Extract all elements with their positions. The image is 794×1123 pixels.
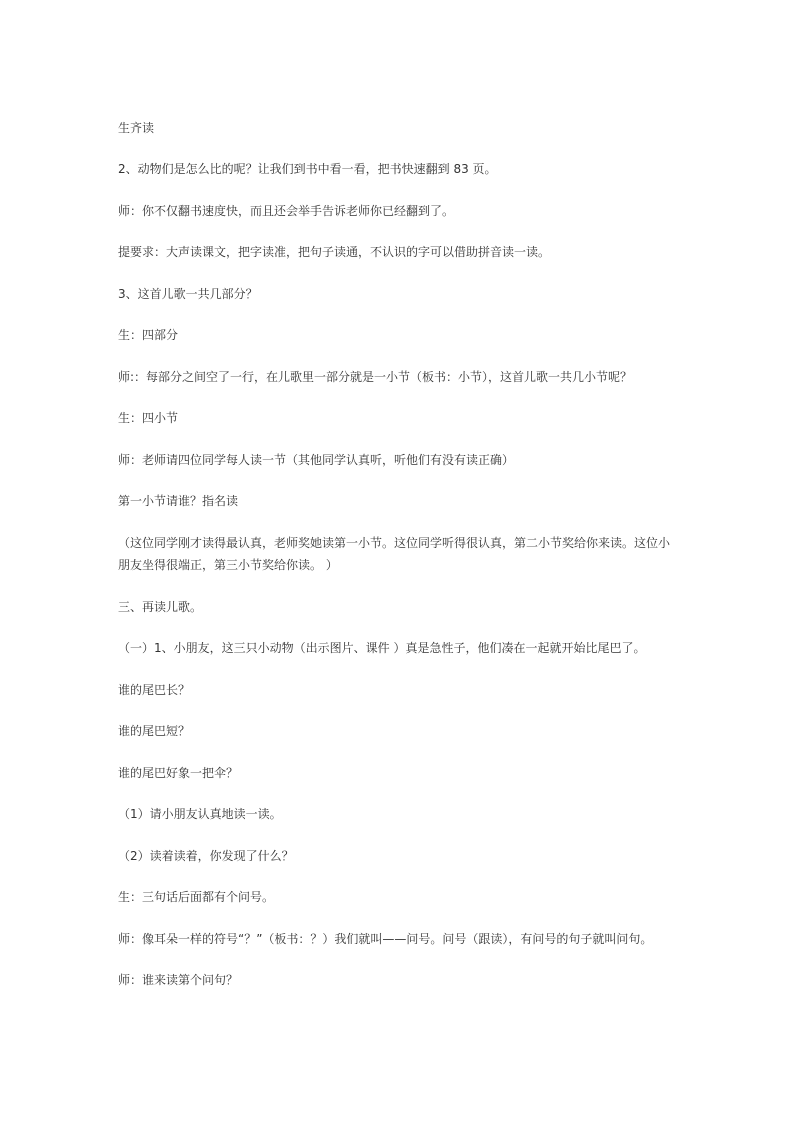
paragraph: 提要求：大声读课文，把字读准，把句子读通，不认识的字可以借助拼音读一读。 bbox=[118, 245, 551, 259]
paragraph: 3、这首儿歌一共几部分？ bbox=[118, 287, 258, 301]
paragraph: （一）1、小朋友，这三只小动物（出示图片、课件 ）真是急性子，他们凑在一起就开始比尾巴了。 bbox=[118, 641, 646, 655]
paragraph: 谁的尾巴长？ bbox=[118, 683, 191, 697]
paragraph: 谁的尾巴短？ bbox=[118, 724, 191, 738]
paragraph: 生：四小节 bbox=[118, 411, 179, 425]
paragraph: 三、再读儿歌。 bbox=[118, 600, 203, 614]
paragraph: 2、动物们是怎么比的呢？让我们到书中看一看，把书快速翻到 83 页。 bbox=[118, 162, 497, 176]
paragraph: 师:：每部分之间空了一行，在儿歌里一部分就是一小节（板书：小节），这首儿歌一共几小节呢？ bbox=[118, 370, 633, 384]
paragraph: （2）读着读着，你发现了什么？ bbox=[118, 849, 294, 863]
paragraph: 第一小节请谁？指名读 bbox=[118, 494, 239, 508]
paragraph: 师：老师请四位同学每人读一节（其他同学认真听，听他们有没有读正确） bbox=[118, 453, 515, 467]
paragraph: 师：谁来读第个问句？ bbox=[118, 973, 239, 987]
paragraph: （这位同学刚才读得最认真，老师奖她读第一小节。这位同学听得很认真，第二小节奖给你来读。这位小朋友坐得很端正，第三小节奖给你读。 ） bbox=[118, 536, 671, 572]
paragraph: 生：三句话后面都有个问号。 bbox=[118, 890, 275, 904]
paragraph: 谁的尾巴好象一把伞？ bbox=[118, 766, 239, 780]
paragraph: 师：你不仅翻书速度快，而且还会举手告诉老师你已经翻到了。 bbox=[118, 204, 455, 218]
paragraph: （1）请小朋友认真地读一读。 bbox=[118, 807, 282, 821]
paragraph: 生齐读 bbox=[118, 121, 155, 135]
paragraph: 师：像耳朵一样的符号“？”（板书：？）我们就叫——问号。问号（跟读），有问号的句子就叫问句。 bbox=[118, 932, 653, 946]
paragraph: 生：四部分 bbox=[118, 328, 179, 342]
